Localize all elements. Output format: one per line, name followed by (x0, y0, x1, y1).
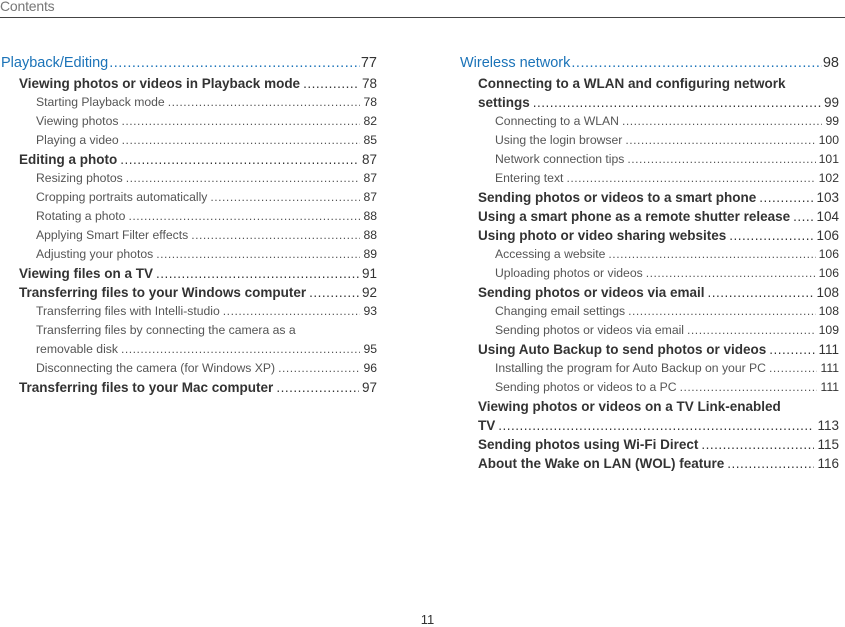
toc-subentry[interactable] (460, 264, 839, 283)
toc-entry-title: Entering text (495, 171, 564, 185)
toc-entry-title: Starting Playback mode (36, 95, 165, 109)
toc-entry[interactable] (460, 454, 839, 473)
toc-page-number: 111 (820, 380, 839, 394)
toc-right-column (460, 52, 839, 473)
toc-page-number: 77 (360, 55, 377, 71)
dot-leader (191, 226, 360, 245)
toc-left-column (1, 52, 377, 397)
toc-page-number: 111 (820, 361, 839, 375)
toc-entry-title: Using Auto Backup to send photos or videos (478, 342, 767, 357)
toc-page-number: 101 (818, 152, 839, 166)
dot-leader (168, 93, 361, 112)
toc-page-number: 99 (825, 114, 839, 128)
dot-leader (793, 207, 813, 226)
toc-page-number: 100 (818, 133, 839, 147)
toc-subentry[interactable] (460, 359, 839, 378)
toc-right-items (460, 74, 839, 473)
toc-page-number: 87 (363, 171, 377, 185)
toc-entry-wrapped-line: Connecting to a WLAN and configuring network (478, 76, 786, 91)
toc-subentry[interactable] (1, 245, 377, 264)
toc-page-number: 106 (816, 228, 839, 243)
dot-leader (727, 454, 814, 473)
toc-page-number: 108 (818, 304, 839, 318)
dot-leader (303, 74, 359, 93)
toc-entry-title: Cropping portraits automatically (36, 190, 208, 204)
dot-leader (128, 207, 360, 226)
dot-leader (120, 150, 359, 169)
dot-leader (126, 169, 361, 188)
toc-entry[interactable] (460, 93, 839, 112)
toc-entry-title: Disconnecting the camera (for Windows XP) (36, 361, 276, 375)
toc-subentry[interactable] (460, 131, 839, 150)
toc-page-number: 78 (361, 76, 377, 91)
dot-leader (769, 340, 815, 359)
toc-subentry[interactable] (460, 112, 839, 131)
toc-entry-wrapped-line: Viewing photos or videos on a TV Link-enabled (478, 399, 781, 414)
dot-leader (622, 112, 822, 131)
toc-page-number: 78 (363, 95, 377, 109)
toc-subentry[interactable] (1, 359, 377, 378)
toc-entry-title: Sending photos or videos to a smart phone (478, 190, 757, 205)
toc-subentry[interactable] (460, 150, 839, 169)
dot-leader (729, 226, 813, 245)
toc-entry-title: Transferring files to your Windows computer (19, 285, 307, 300)
toc-section-title: Playback/Editing (1, 55, 109, 71)
toc-subentry[interactable] (460, 378, 839, 397)
toc-page-number: 102 (818, 171, 839, 185)
toc-entry-title: Network connection tips (495, 152, 625, 166)
toc-subentry[interactable] (1, 340, 377, 359)
toc-entry-title: Applying Smart Filter effects (36, 228, 189, 242)
toc-entry-title: Transferring files with Intelli-studio (36, 304, 220, 318)
toc-page-number: 116 (817, 456, 839, 471)
toc-entry[interactable] (460, 226, 839, 245)
toc-left-items (1, 74, 377, 397)
toc-page-number: 104 (816, 209, 839, 224)
dot-leader (122, 131, 361, 150)
toc-entry-title: Playing a video (36, 133, 119, 147)
toc-entry[interactable] (460, 340, 839, 359)
toc-entry-title: TV (478, 418, 496, 433)
toc-entry-title: Sending photos or videos via email (495, 323, 685, 337)
toc-page-number: 82 (363, 114, 377, 128)
toc-entry[interactable] (460, 283, 839, 302)
header-title: Contents (0, 0, 55, 14)
toc-entry-title: settings (478, 95, 530, 110)
dot-leader (156, 264, 359, 283)
toc-page-number: 85 (363, 133, 377, 147)
toc-entry-title: Accessing a website (495, 247, 606, 261)
toc-entry-title: Installing the program for Auto Backup on your PC (495, 361, 766, 375)
toc-entry-title: Using a smart phone as a remote shutter release (478, 209, 791, 224)
toc-entry-title: Rotating a photo (36, 209, 126, 223)
toc-page-number: 88 (363, 228, 377, 242)
dot-leader (276, 378, 359, 397)
toc-entry-title: Changing email settings (495, 304, 626, 318)
toc-entry[interactable] (1, 150, 377, 169)
page-header (0, 0, 845, 18)
toc-page-number: 97 (361, 380, 377, 395)
dot-leader (223, 302, 361, 321)
toc-entry-title: Uploading photos or videos (495, 266, 643, 280)
toc-page-number: 113 (817, 418, 839, 433)
toc-subentry[interactable] (460, 169, 839, 188)
dot-leader (608, 245, 815, 264)
toc-entry-title: Connecting to a WLAN (495, 114, 619, 128)
toc-entry[interactable] (460, 207, 839, 226)
toc-entry[interactable] (460, 435, 839, 454)
toc-subentry[interactable] (1, 112, 377, 131)
page-number (0, 612, 845, 627)
toc-entry[interactable] (1, 378, 377, 397)
dot-leader (278, 359, 360, 378)
page-number-text: 11 (420, 612, 435, 627)
toc-page-number: 111 (818, 342, 839, 357)
toc-entry-title: Viewing photos or videos in Playback mode (19, 76, 301, 91)
dot-leader (566, 169, 815, 188)
dot-leader (627, 150, 815, 169)
toc-page-number: 89 (363, 247, 377, 261)
dot-leader (628, 302, 816, 321)
dot-leader (121, 112, 360, 131)
dot-leader (210, 188, 360, 207)
toc-page-number: 108 (816, 285, 839, 300)
toc-entry-title: Editing a photo (19, 152, 118, 167)
dot-leader (769, 359, 817, 378)
dot-leader (309, 283, 359, 302)
toc-page-number: 88 (363, 209, 377, 223)
dot-leader (646, 264, 816, 283)
toc-entry-title: Viewing files on a TV (19, 266, 154, 281)
toc-subentry[interactable] (1, 131, 377, 150)
toc-subentry[interactable] (1, 207, 377, 226)
toc-subentry[interactable] (460, 302, 839, 321)
toc-entry-title: Sending photos using Wi-Fi Direct (478, 437, 699, 452)
toc-page-number: 106 (818, 247, 839, 261)
toc-entry[interactable] (1, 264, 377, 283)
toc-section-title: Wireless network (460, 55, 571, 71)
toc-page-number: 93 (363, 304, 377, 318)
toc-page-number: 87 (363, 190, 377, 204)
toc-page-number: 95 (363, 342, 377, 356)
toc-subentry[interactable] (460, 245, 839, 264)
toc-page-number: 96 (363, 361, 377, 375)
toc-entry-title: Using the login browser (495, 133, 623, 147)
dot-leader (498, 416, 814, 435)
toc-page-number: 109 (818, 323, 839, 337)
dot-leader (533, 93, 821, 112)
toc-page-number: 91 (361, 266, 377, 281)
toc-entry[interactable] (460, 188, 839, 207)
dot-leader (708, 283, 814, 302)
dot-leader (625, 131, 815, 150)
toc-entry[interactable] (1, 74, 377, 93)
toc-subentry[interactable] (1, 188, 377, 207)
dot-leader (571, 52, 821, 74)
toc-page-number: 98 (822, 55, 839, 71)
toc-entry-title: Viewing photos (36, 114, 119, 128)
toc-section-playback-editing[interactable] (1, 52, 377, 74)
toc-entry-wrapped-line: Transferring files by connecting the camera as a (36, 323, 296, 337)
toc-subentry[interactable] (1, 93, 377, 112)
toc-entry-title: About the Wake on LAN (WOL) feature (478, 456, 725, 471)
toc-entry-title: Adjusting your photos (36, 247, 154, 261)
toc-page-number: 115 (817, 437, 839, 452)
dot-leader (109, 52, 360, 74)
toc-entry-title: Sending photos or videos to a PC (495, 380, 677, 394)
toc-entry-title: Sending photos or videos via email (478, 285, 705, 300)
dot-leader (121, 340, 360, 359)
toc-subentry[interactable] (1, 226, 377, 245)
toc-page-number: 99 (823, 95, 839, 110)
dot-leader (680, 378, 818, 397)
toc-page-number: 92 (361, 285, 377, 300)
toc-page-number: 106 (818, 266, 839, 280)
toc-entry-title: removable disk (36, 342, 118, 356)
toc-subentry[interactable] (460, 321, 839, 340)
dot-leader (156, 245, 360, 264)
toc-entry-title: Using photo or video sharing websites (478, 228, 727, 243)
toc-subentry[interactable] (1, 169, 377, 188)
toc-page-number: 103 (816, 190, 839, 205)
toc-entry-title: Resizing photos (36, 171, 123, 185)
toc-section-wireless-network[interactable] (460, 52, 839, 74)
dot-leader (687, 321, 816, 340)
toc-entry[interactable] (460, 416, 839, 435)
toc-subentry[interactable] (1, 302, 377, 321)
toc-page-number: 87 (361, 152, 377, 167)
toc-entry-title: Transferring files to your Mac computer (19, 380, 274, 395)
dot-leader (701, 435, 814, 454)
toc-entry[interactable] (1, 283, 377, 302)
dot-leader (759, 188, 813, 207)
